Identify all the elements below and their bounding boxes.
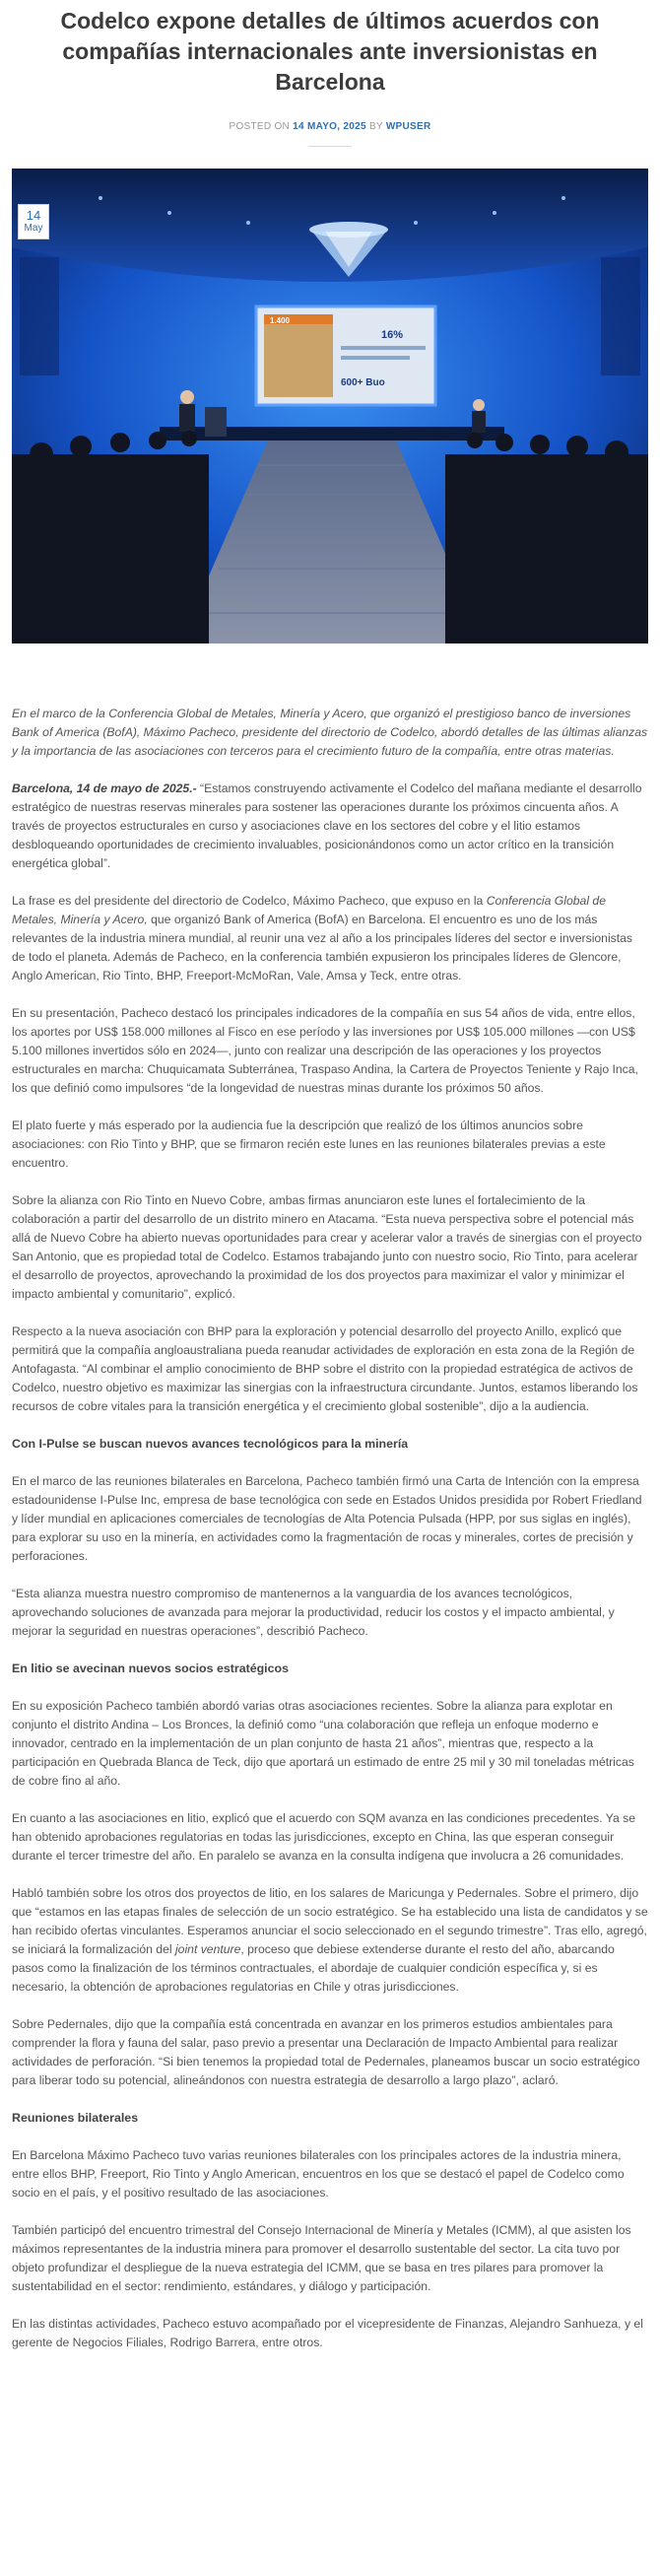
post-date-link[interactable]: 14 MAYO, 2025: [293, 121, 366, 132]
article-body: [0, 705, 660, 2352]
subheading-ipulse: Con I-Pulse se buscan nuevos avances tecnológicos para la minería: [12, 1437, 409, 1451]
audience-right: [445, 433, 648, 644]
screen-text-3: 600+ Buo: [341, 377, 385, 388]
posted-on-label: POSTED ON: [229, 121, 291, 132]
subheading-bilaterales: Reuniones bilaterales: [12, 2111, 139, 2125]
conference-photo: [12, 169, 648, 644]
paragraph-1: [12, 780, 648, 873]
dateline: Barcelona, 14 de mayo de 2025.-: [12, 781, 197, 795]
paragraph-3: En su presentación, Pacheco destacó los principales indicadores de la compañía en sus 54 años de vida, entre ellos, los aportes por US$ 158.000 millones al Fisco en ese período y las inversiones por US$ 105.000 millones —con US$ 5.100 millones invertidos sólo en 2024—, junto con realizar una descripción de las operaciones y los proyectos estructurales en marcha: Chuquicamata Subterránea, Traspaso Andina, la Cartera de Proyectos Teniente y Rajo Inca, los que definió como impulsores “de la longevidad de nuestras minas durante los próximos 50 años.: [12, 1006, 638, 1095]
presentation-screen: [256, 306, 435, 405]
paragraph-8: “Esta alianza muestra nuestro compromiso de mantenernos a la vanguardia de los avances tecnológicos, aprovechando soluciones de avanzada para mejorar la productividad, reducir los costos y el impacto ambiental, y mejorar la seguridad en nuestras operaciones”, describió Pacheco.: [12, 1587, 615, 1638]
paragraph-12: Sobre Pedernales, dijo que la compañía está concentrada en avanzar en los primeros estudios ambientales para comprender la flora y fauna del salar, paso previo a presentar una Declaración de Impacto Ambiental para realizar actividades de perforación. “Si bien tenemos la propiedad total de Pedernales, planeamos buscar un socio estratégico para liberar todo su potencial, alineándonos con nuestra estrategia de desarrollo a largo plazo”, aclaró.: [12, 2017, 640, 2087]
paragraph-6: Respecto a la nueva asociación con BHP para la exploración y potencial desarrollo del proyecto Anillo, explicó que permitirá que la compañía angloaustraliana pueda reanudar actividades de exploración en esta zona de la Región de Antofagasta. “Al combinar el amplio conocimiento de BHP sobre el distrito con la propiedad estratégica de activos de Codelco, nuestro objetivo es maximizar las sinergias con la infraestructura circundante. Juntos, estamos liberando los recursos de cobre vitales para la transición energética y el crecimiento global sostenible”, dijo a la audiencia.: [12, 1324, 638, 1413]
paragraph-2-b: que organizó Bank of America (BofA) en Barcelona. El encuentro es uno de los más relevantes de la industria minera mundial, al reunir una vez al año a los principales líderes del sector e inversionistas de todo el planeta. Además de Pacheco, en la conferencia también expusieron los principales líderes de Glencore, Anglo American, Rio Tinto, BHP, Freeport-McMoRan, Vale, Amsa y Teck, entre otras.: [12, 913, 633, 983]
article-title: Codelco expone detalles de últimos acuerdos con compañías internacionales ante inversionistas en Barcelona: [60, 8, 600, 95]
by-label: BY: [368, 121, 383, 132]
paragraph-11-a: Habló también sobre los otros dos proyectos de litio, en los salares de Maricunga y Pedernales. Sobre el primero, dijo que “estamos en las etapas finales de selección de un socio estratégico. Se ha establecido una lista de candidatos y se han recibido ofertas vinculantes. Esperamos anunciar el socio seleccionado en el segundo trimestre”. Tras ello, agregó, se iniciará la formalización del: [12, 1886, 648, 1956]
audience-left: [12, 431, 209, 644]
date-badge-month: May: [24, 223, 43, 234]
screen-text-2: 16%: [381, 329, 404, 341]
subheading-litio: En litio se avecinan nuevos socios estratégicos: [12, 1661, 289, 1675]
screen-text-1: 1.400: [270, 316, 291, 325]
speaker-figure: [179, 390, 195, 432]
paragraph-10: En cuanto a las asociaciones en litio, explicó que el acuerdo con SQM avanza en las condiciones precedentes. Ya se han obtenido aprobaciones regulatorias en todas las jurisdicciones, excepto en China, las que esperan conseguir durante el tercer trimestre del año. En paralelo se avanza en la consulta indígena que involucra a 26 comunidades.: [12, 1811, 636, 1863]
paragraph-2-a: La frase es del presidente del directorio de Codelco, Máximo Pacheco, que expuso en la: [12, 894, 487, 908]
paragraph-11-b: , proceso que debiese extenderse durante el resto del año, abarcando pasos como la finalización de los términos contractuales, el abordaje de cualquier condición específica y, si es necesario, la obtención de aprobaciones regulatorias en Chile y otras jurisdicciones.: [12, 1942, 615, 1994]
featured-image: [12, 169, 648, 644]
paragraph-2: [12, 892, 648, 985]
author-link[interactable]: WPUSER: [385, 121, 431, 132]
paragraph-13: En Barcelona Máximo Pacheco tuvo varias reuniones bilaterales con los principales actores de la industria minera, entre ellos BHP, Freeport, Rio Tinto y Anglo American, encuentros en los que se destacó el papel de Codelco como socio en el país, y el positivo resultado de las asociaciones.: [12, 2148, 625, 2200]
date-badge-day: 14: [26, 208, 41, 223]
date-badge: [18, 204, 49, 239]
paragraph-5: Sobre la alianza con Rio Tinto en Nuevo Cobre, ambas firmas anunciaron este lunes el fortalecimiento de la colaboración a partir del desarrollo de un distrito minero en Atacama. “Esta nueva perspectiva sobre el potencial más allá de Nuevo Cobre ha abierto nuevas oportunidades para crear y acelerar valor a través de sinergias con el proyecto San Antonio, que es propiedad total de Codelco. Estamos trabajando junto con nuestro socio, Rio Tinto, para acelerar el desarrollo de proyectos, aprovechando la proximidad de los dos proyectos para maximizar el valor y minimizar el impacto ambiental y comunitario”, explicó.: [12, 1193, 642, 1301]
article-lead: En el marco de la Conferencia Global de Metales, Minería y Acero, que organizó el prestigioso banco de inversiones Bank of America (BofA), Máximo Pacheco, presidente del directorio de Codelco, abordó detalles de las últimas alianzas y la importancia de las asociaciones con terceros para el crecimiento futuro de la compañía, entre otras materias.: [12, 707, 648, 758]
post-meta: [0, 120, 660, 134]
paragraph-1-text: “Estamos construyendo activamente el Codelco del mañana mediante el desarrollo estratégico de nuestras reservas minerales para sostener las operaciones durante los próximos cincuenta años. A través de proyectos estructurales en curso y asociaciones clave en los sectores del cobre y el litio estamos desbloqueando oportunidades de crecimiento invaluables, posicionándonos como un actor crítico en la transición energética global”.: [12, 781, 642, 870]
joint-venture-term: joint venture: [174, 1942, 241, 1956]
paragraph-4: El plato fuerte y más esperado por la audiencia fue la descripción que realizó de los últimos anuncios sobre asociaciones: con Rio Tinto y BHP, que se firmaron recién este lunes en las reuniones bilaterales previas a este encuentro.: [12, 1119, 606, 1170]
title-divider: [308, 146, 352, 147]
paragraph-15: En las distintas actividades, Pacheco estuvo acompañado por el vicepresidente de Finanzas, Alejandro Sanhueza, y el gerente de Negocios Filiales, Rodrigo Barrera, entre otros.: [12, 2317, 643, 2349]
paragraph-7: En el marco de las reuniones bilaterales en Barcelona, Pacheco también firmó una Carta de Intención con la empresa estadounidense I-Pulse Inc, empresa de base tecnológica con sede en Estados Unidos presidida por Robert Friedland y líder mundial en aplicaciones comerciales de tecnologías de Alta Potencia Pulsada (HPP, por sus siglas en inglés), para explorar su uso en la minería, en actividades como la fragmentación de rocas y minerales, cortes de precisión y perforaciones.: [12, 1474, 642, 1563]
conference-name: Conferencia Global de Metales, Minería y Acero,: [12, 894, 606, 926]
paragraph-11: [12, 1884, 648, 1997]
paragraph-14: También participó del encuentro trimestral del Consejo Internacional de Minería y Metales (ICMM), al que asisten los máximos representantes de la industria minera para promover el desarrollo sustentable del sector. La cita tuvo por objeto profundizar el despliegue de la nueva estrategia del ICMM, que se basa en tres pilares para promover la sustentabilidad en el sector: rendimiento, estándares, y diálogo y participación.: [12, 2223, 631, 2293]
paragraph-9: En su exposición Pacheco también abordó varias otras asociaciones recientes. Sobre la alianza para explotar en conjunto el distrito Andina – Los Bronces, la definió como “una colaboración que refleja un enfoque moderno e innovador, centrado en la implementación de un plan conjunto de hasta 21 años”, mientras que, respecto a la participación en Quebrada Blanca de Teck, dijo que aportará un estimado de entre 25 mil y 30 mil toneladas métricas de cobre fino al año.: [12, 1699, 634, 1788]
